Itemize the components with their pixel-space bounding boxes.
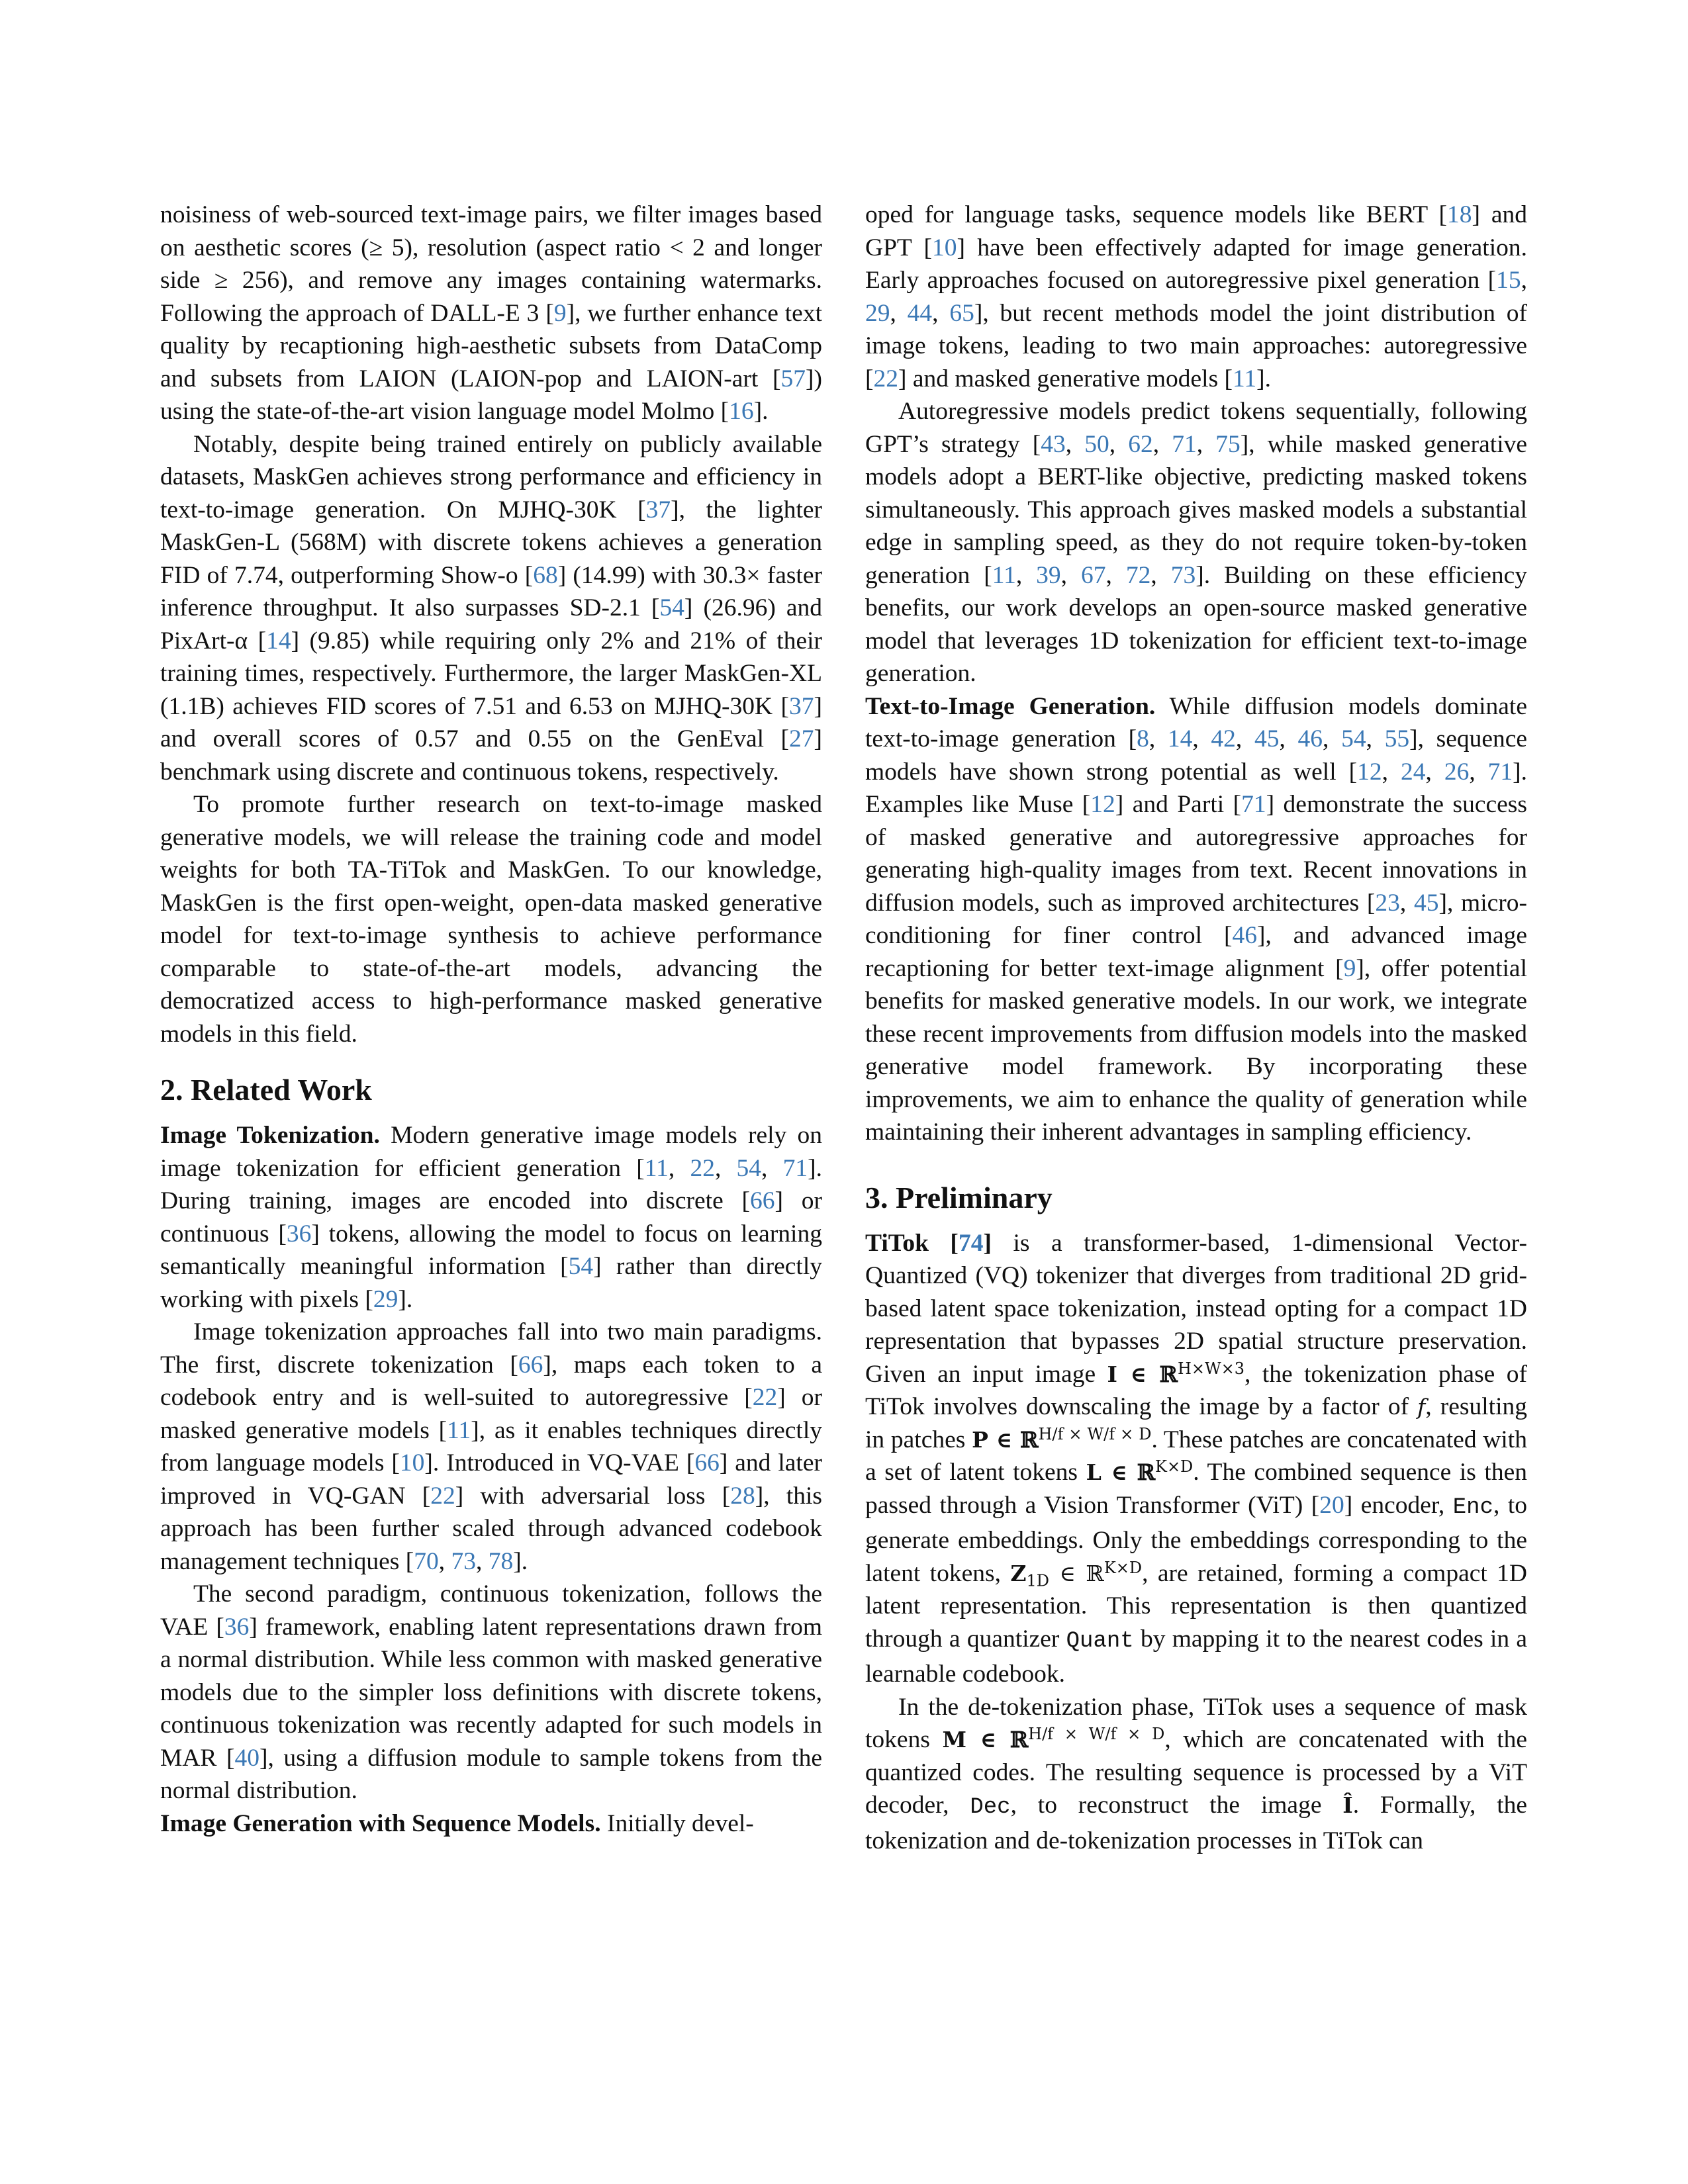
citation-link[interactable]: 16	[729, 398, 754, 425]
math-sup: H/f × W/f × D	[1038, 1424, 1152, 1443]
citation-link[interactable]: 66	[518, 1351, 543, 1379]
paragraph-autoregressive: Autoregressive models predict tokens sequentially, following GPT’s strategy [43, 50, 62, 71, 75], while masked generative models adopt a BERT-like objective, predicting masked tokens simultaneously. This approach gives masked models a substantial edge in sampling speed, as they do not require token-by-token generation [11, 39, 67, 72, 73]. Building on these efficiency benefits, our work develops an open-source masked generative model that leverages 1D tokenization for efficient text-to-image generation.	[865, 398, 1528, 687]
math-expr: Z	[1010, 1560, 1027, 1586]
citation-link[interactable]: 46	[1297, 725, 1323, 752]
run-in-heading: Text-to-Image Generation.	[865, 692, 1156, 720]
paragraph-filtering: noisiness of web-sourced text-image pairs, we filter images based on aesthetic scores (≥ 5), resolution (aspect ratio < 2 and longer side ≥ 256), and remove any images containing watermarks. Following the approach of DALL-E 3 [9], we further enhance text quality by recaptioning high-aesthetic subsets from DataComp and subsets from LAION (LAION-pop and LAION-art [57]) using the state-of-the-art vision language model Molmo [16].	[160, 201, 822, 425]
citation-link[interactable]: 54	[659, 594, 684, 621]
citation-link[interactable]: 37	[645, 496, 671, 523]
citation-link[interactable]: 29	[373, 1285, 399, 1313]
code-quant: Quant	[1066, 1628, 1134, 1654]
citation-link[interactable]: 23	[1375, 889, 1400, 917]
citation-link[interactable]: 27	[789, 725, 814, 752]
citation-link[interactable]: 43	[1041, 430, 1066, 458]
citation-link[interactable]: 66	[749, 1187, 775, 1214]
citation-link[interactable]: 45	[1254, 725, 1280, 752]
citation-link[interactable]: 71	[1241, 791, 1266, 818]
right-column	[865, 199, 1527, 1857]
citation-link[interactable]: 62	[1128, 430, 1153, 458]
paragraph-paradigms: Image tokenization approaches fall into two main paradigms. The first, discrete tokenization [66], maps each token to a codebook entry and is well-suited to autoregressive [22] or masked generative models [11], as it enables techniques directly from language models [10]. Introduced in VQ-VAE [66] and later improved in VQ-GAN [22] with adversarial loss [28], this approach has been further scaled through advanced codebook management techniques [70, 73, 78].	[160, 1318, 823, 1575]
text-span: , which are concatenated with the quantized codes. The resulting sequence is processed by a ViT decoder,	[865, 1726, 1528, 1819]
citation-link[interactable]: 18	[1446, 201, 1472, 228]
math-sup: K×D	[1155, 1457, 1194, 1476]
math-L	[1086, 1459, 1194, 1485]
citation-link[interactable]: 45	[1413, 889, 1439, 917]
citation-link[interactable]: 11	[992, 561, 1016, 589]
citation-link[interactable]: 22	[752, 1384, 778, 1411]
text-span: , to generate embeddings. Only the embeddings corresponding to the latent tokens,	[865, 1491, 1528, 1587]
text-span: . Formally, the tokenization and de-tokenization processes in TiTok can	[865, 1792, 1528, 1854]
paragraph-text-to-image	[865, 690, 1527, 1149]
citation-link[interactable]: 68	[533, 561, 558, 589]
citation-link[interactable]: 20	[1319, 1491, 1344, 1519]
citation-link[interactable]: 71	[782, 1154, 808, 1182]
citation-link[interactable]: 78	[488, 1547, 514, 1575]
text-span: . The combined sequence is then passed through a Vision Transformer (ViT) [20] encoder,	[865, 1459, 1527, 1519]
citation-link[interactable]: 8	[1137, 725, 1149, 752]
citation-link[interactable]: 28	[730, 1482, 755, 1510]
paragraph-text: Initially devel-	[606, 1809, 754, 1837]
citation-link[interactable]: 71	[1487, 758, 1513, 786]
citation-link[interactable]: 36	[224, 1613, 250, 1641]
citation-link[interactable]: 37	[789, 692, 814, 720]
citation-link[interactable]: 55	[1384, 725, 1410, 752]
citation-link[interactable]: 72	[1125, 561, 1151, 589]
math-I-hat: Î	[1342, 1792, 1353, 1818]
math-M	[942, 1727, 1164, 1752]
citation-link[interactable]: 26	[1444, 758, 1470, 786]
paragraph-sequence-cont: oped for language tasks, sequence models like BERT [18] and GPT [10] have been effectively adapted for image generation. Early approaches focused on autoregressive pixel generation [15, 29, 44, 65], but recent methods model the joint distribution of image tokens, leading to two main approaches: autoregressive [22] and masked generative models [11].	[865, 201, 1528, 392]
citation-link[interactable]: 54	[568, 1253, 594, 1280]
citation-link[interactable]: 46	[1232, 922, 1257, 949]
code-dec: Dec	[970, 1795, 1011, 1820]
citation-link[interactable]: 75	[1215, 430, 1241, 458]
citation-link[interactable]: 67	[1081, 561, 1106, 589]
text-span: , to reconstruct the image	[1010, 1792, 1322, 1819]
math-expr: I ∈ ℝ	[1107, 1361, 1178, 1387]
citation-link[interactable]: 15	[1496, 267, 1521, 294]
citation-link[interactable]: 54	[736, 1154, 762, 1182]
paragraph-continuous: The second paradigm, continuous tokenization, follows the VAE [36] framework, enabling latent representations drawn from a normal distribution. While less common with masked generative models due to the simpler loss definitions with discrete tokens, continuous tokenization was recently adapted for such models in MAR [40], using a diffusion module to sample tokens from the normal distribution.	[160, 1580, 822, 1804]
citation-link[interactable]: 40	[234, 1744, 259, 1772]
section-title-related-work: 2. Related Work	[160, 1073, 372, 1107]
code-enc: Enc	[1452, 1494, 1493, 1520]
citation-link[interactable]: 39	[1036, 561, 1061, 589]
run-in-heading: TiTok [74]	[865, 1229, 992, 1257]
citation-link[interactable]: 70	[414, 1547, 439, 1575]
paragraph-text: Modern generative image models rely on image tokenization for efficient generation [11, 22, 54, 71]. During training, images are encoded into discrete [66] or continuous [36] tokens, allowing the model to focus on learning semantically meaningful information [54] rather than directly working with pixels [29].	[160, 1122, 823, 1313]
left-column	[160, 199, 822, 1840]
text-span: is a transformer-based, 1-dimensional Vector-Quantized (VQ) tokenizer that diverges from traditional 2D grid-based latent space tokenization, instead opting for a compact 1D representation that bypasses 2D spatial structure preservation. Given an input image	[865, 1229, 1528, 1388]
text-span: In the de-tokenization phase, TiTok uses a sequence of mask tokens	[865, 1693, 1527, 1753]
citation-link[interactable]: 10	[931, 234, 957, 261]
citation-link[interactable]: 14	[1167, 725, 1193, 752]
citation-link[interactable]: 71	[1172, 430, 1197, 458]
text-span: , are retained, forming a compact 1D latent representation. This representation is then quantized through a quantizer	[865, 1559, 1528, 1653]
citation-link[interactable]: 57	[780, 365, 806, 392]
citation-link[interactable]: 12	[1090, 791, 1115, 818]
math-P	[972, 1424, 1152, 1453]
citation-link[interactable]: 74	[958, 1229, 984, 1257]
paragraph-titok	[865, 1227, 1527, 1691]
citation-link[interactable]: 50	[1084, 430, 1109, 458]
citation-link[interactable]: 36	[286, 1220, 312, 1248]
citation-link[interactable]: 22	[873, 365, 898, 392]
paragraph-results: Notably, despite being trained entirely on publicly available datasets, MaskGen achieves strong performance and efficiency in text-to-image generation. On MJHQ-30K [37], the lighter MaskGen-L (568M) with discrete tokens achieves a generation FID of 7.74, outperforming Show-o [68] (14.99) with 30.3× faster inference throughput. It also surpasses SD-2.1 [54] (26.96) and PixArt-α [14] (9.85) while requiring only 2% and 21% of their training times, respectively. Furthermore, the larger MaskGen-XL (1.1B) achieves FID scores of 7.51 and 6.53 on MJHQ-30K [37] and overall scores of 0.57 and 0.55 on the GenEval [27] benchmark using discrete and continuous tokens, respectively.	[160, 430, 822, 786]
math-expr: L ∈ ℝ	[1086, 1459, 1156, 1485]
run-in-heading: Image Generation with Sequence Models.	[160, 1809, 601, 1837]
citation-link[interactable]: 11	[644, 1154, 669, 1182]
paragraph-release: To promote further research on text-to-image masked generative models, we will release the training code and model weights for both TA-TiTok and MaskGen. To our knowledge, MaskGen is the first open-weight, open-data masked generative model for text-to-image synthesis to achieve performance comparable to state-of-the-art models, advancing the democratized access to high-performance masked generative models in this field.	[160, 791, 822, 1048]
math-expr: P ∈ ℝ	[972, 1426, 1039, 1453]
text-span: . These patches are concatenated with a set of latent tokens	[865, 1426, 1527, 1486]
math-sup: H×W×3	[1177, 1359, 1245, 1378]
math-sup: K×D	[1103, 1558, 1143, 1577]
citation-link[interactable]: 14	[266, 627, 291, 655]
citation-link[interactable]: 22	[690, 1154, 715, 1182]
math-f: f	[1417, 1394, 1426, 1420]
citation-link[interactable]: 73	[451, 1547, 476, 1575]
section-title-preliminary: 3. Preliminary	[865, 1180, 1053, 1214]
citation-link[interactable]: 44	[907, 299, 933, 327]
citation-link[interactable]: 22	[430, 1482, 455, 1510]
math-sup: H/f × W/f × D	[1028, 1725, 1165, 1743]
citation-link[interactable]: 73	[1170, 561, 1196, 589]
citation-link[interactable]: 42	[1211, 725, 1236, 752]
citation-link[interactable]: 11	[447, 1416, 471, 1444]
math-expr: ∈ ℝ	[1049, 1560, 1104, 1586]
math-expr: M ∈ ℝ	[942, 1727, 1029, 1752]
run-in-heading: Image Tokenization.	[160, 1122, 380, 1149]
citation-link[interactable]: 65	[949, 299, 974, 327]
math-sub: 1D	[1026, 1571, 1049, 1590]
citation-link[interactable]: 54	[1341, 725, 1366, 752]
text-span: , resulting in patches	[865, 1393, 1527, 1453]
citation-link[interactable]: 9	[553, 299, 567, 327]
paragraph-detokenization	[865, 1691, 1527, 1858]
citation-link[interactable]: 24	[1400, 758, 1426, 786]
text-span: , the tokenization phase of TiTok involves downscaling the image by a factor of	[865, 1360, 1527, 1420]
citation-link[interactable]: 66	[694, 1449, 720, 1477]
citation-link[interactable]: 10	[399, 1449, 425, 1477]
paragraph-sequence-models	[160, 1807, 822, 1841]
math-I	[1107, 1361, 1245, 1387]
citation-link[interactable]: 11	[1233, 365, 1257, 392]
paragraph-image-tokenization	[160, 1119, 822, 1316]
citation-link[interactable]: 9	[1343, 954, 1356, 982]
paragraph-text: While diffusion models dominate text-to-image generation [8, 14, 42, 45, 46, 54, 55], sequence models have shown strong potential as well [12, 24, 26, 71]. Examples like Muse [12] and Parti [71] demonstrate the success of masked generative and autoregressive approaches for generating high-quality images from text. Recent innovations in diffusion models, such as improved architectures [23, 45], micro-conditioning for finer control [46], and advanced image recaptioning for better text-image alignment [9], offer potential benefits for masked generative models. In our work, we integrate these recent improvements from diffusion models into the masked generative model framework. By incorporating these improvements, we aim to enhance the quality of generation while maintaining their inherent advantages in sampling efficiency.	[865, 692, 1528, 1146]
math-Z	[1010, 1558, 1143, 1590]
citation-link[interactable]: 12	[1357, 758, 1382, 786]
citation-link[interactable]: 29	[865, 299, 890, 327]
text-span: by mapping it to the nearest codes in a learnable codebook.	[865, 1625, 1528, 1688]
